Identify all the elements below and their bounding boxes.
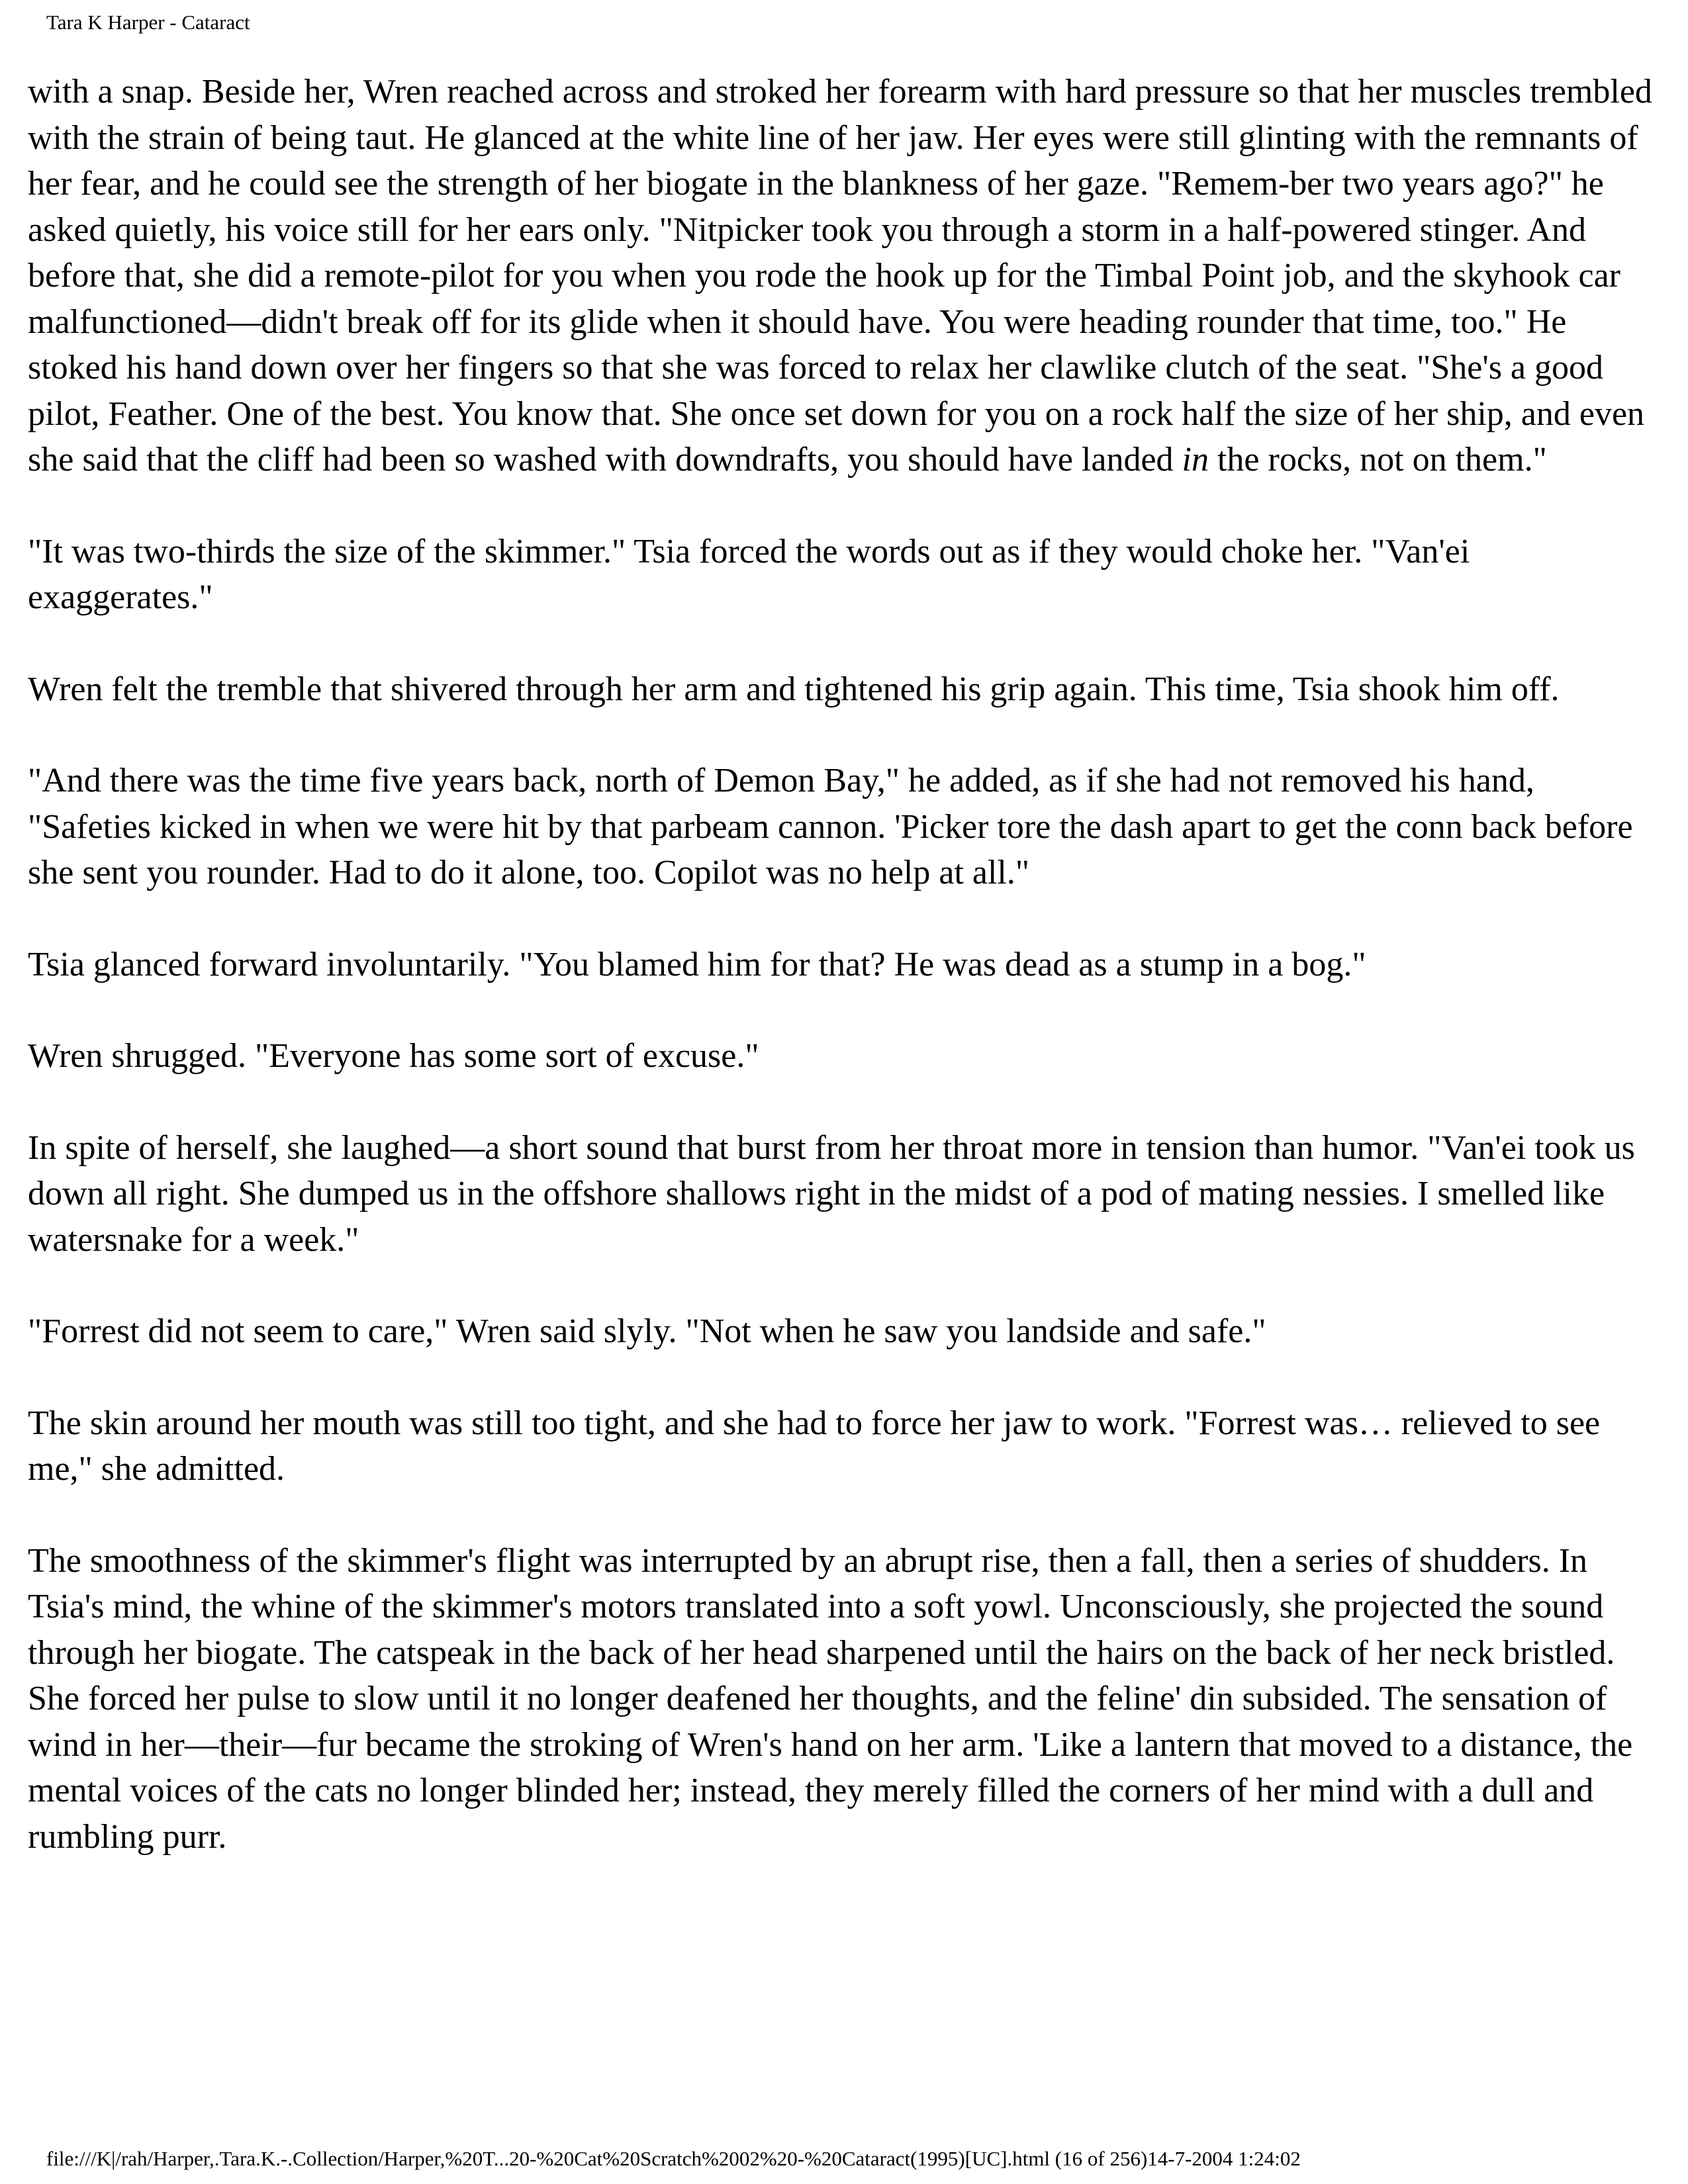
paragraph-6: Wren shrugged. "Everyone has some sort of excuse." — [28, 1037, 759, 1075]
paragraph-10: The smoothness of the skimmer's flight was interrupted by an abrupt rise, then a fall, then a series of shudders. In Tsia's mind, the whine of the skimmer's motors translated into a soft yowl. Unconsciously, she projected the sound through her biogate. The catspeak in the back of her head sharpened until the hairs on the back of her neck bristled. She forced her pulse to slow until it no longer deafened her thoughts, and the feline' din subsided. The sensation of wind in her—their—fur became the stroking of Wren's hand on her arm. 'Like a lantern that moved to a distance, the mental voices of the cats no longer blinded her; instead, they merely filled the corners of her mind with a dull and rumbling purr. — [28, 1541, 1633, 1856]
document-body — [28, 69, 1663, 1860]
paragraph-8: "Forrest did not seem to care," Wren said slyly. "Not when he saw you landside and safe." — [28, 1312, 1266, 1350]
paragraph-1-text-before: with a snap. Beside her, Wren reached across and stroked her forearm with hard pressure so that her muscles trembled with the strain of being taut. He glanced at the white line of her jaw. Her eyes were still glinting with the remnants of her fear, and he could see the strength of her biogate in the blankness of her gaze. "Remem-ber two years ago?" he asked quietly, his voice still for her ears only. "Nitpicker took you through a storm in a half-powered stinger. And before that, she did a remote-pilot for you when you rode the hook up for the Timbal Point job, and the skyhook car malfunctioned—didn't break off for its glide when it should have. You were heading rounder that time, too." He stoked his hand down over her fingers so that she was forced to relax her clawlike clutch of the seat. "She's a good pilot, Feather. One of the best. You know that. She once set down for you on a rock half the size of her ship, and even she said that the cliff had been so washed with downdrafts, you should have landed — [28, 73, 1652, 478]
paragraph-5: Tsia glanced forward involuntarily. "You blamed him for that? He was dead as a stump in a bog." — [28, 945, 1366, 983]
paragraph-4: "And there was the time five years back, north of Demon Bay," he added, as if she had not removed his hand, "Safeties kicked in when we were hit by that parbeam cannon. 'Picker tore the dash apart to get the conn back before she sent you rounder. Had to do it alone, too. Copilot was no help at all." — [28, 762, 1633, 891]
page-header: Tara K Harper - Cataract — [46, 11, 250, 34]
paragraph-1 — [28, 69, 1663, 483]
paragraph-1-text-after: the rocks, not on them." — [1208, 441, 1547, 478]
paragraph-2: "It was two-thirds the size of the skimmer." Tsia forced the words out as if they would choke her. "Van'ei exaggerates." — [28, 532, 1470, 616]
paragraph-9: The skin around her mouth was still too tight, and she had to force her jaw to work. "Forrest was… relieved to see me," she admitted. — [28, 1404, 1601, 1488]
paragraph-7: In spite of herself, she laughed—a short sound that burst from her throat more in tension than humor. "Van'ei took us down all right. She dumped us in the offshore shallows right in the midst of a pod of mating nessies. I smelled like watersnake for a week." — [28, 1128, 1635, 1259]
page-footer-file-path: file:///K|/rah/Harper,.Tara.K.-.Collection/Harper,%20T...20-%20Cat%20Scratch%2002%20-%20Cataract(1995)[UC].html (16 of 256)14-7-2004 1:24:02 — [46, 2147, 1301, 2170]
paragraph-1-emphasis: in — [1182, 441, 1209, 478]
paragraph-3: Wren felt the tremble that shivered through her arm and tightened his grip again. This time, Tsia shook him off. — [28, 670, 1560, 708]
